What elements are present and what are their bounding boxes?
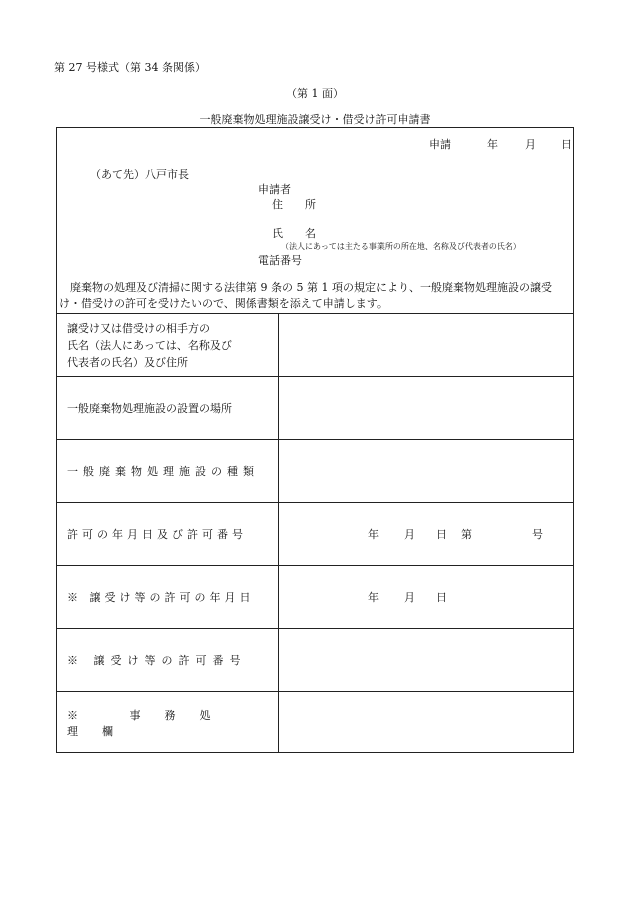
permit-day: 日 — [436, 528, 447, 541]
counterparty-line-2: 氏名（法人にあっては、名称及び — [67, 338, 232, 352]
row-transfer-permit-number-label: ※ 譲受け等の許可番号 — [67, 654, 247, 667]
applicant-name-label[interactable]: 氏 名 — [272, 227, 316, 240]
transfer-year: 年 — [368, 591, 379, 604]
statement-line-2: け・借受けの許可を受けたいので、関係書類を添えて申請します。 — [59, 297, 388, 310]
document-title: 一般廃棄物処理施設譲受け・借受け許可申請書 — [199, 113, 431, 126]
statement-line-1: 廃棄物の処理及び清掃に関する法律第 9 条の 5 第 1 項の規定により、一般廃棄物処理施設の譲受 — [59, 281, 552, 294]
application-year: 年 — [487, 138, 498, 151]
permit-year: 年 — [368, 528, 379, 541]
counterparty-value-field[interactable] — [279, 314, 574, 376]
application-day: 日 — [561, 138, 572, 151]
counterparty-line-1: 譲受け又は借受けの相手方の — [67, 321, 210, 335]
row-office-use-label: ※ 事務処理欄 — [67, 708, 235, 738]
permit-month: 月 — [404, 528, 415, 541]
page-face-label: （第 1 面） — [286, 87, 344, 100]
transfer-permit-number-field[interactable] — [279, 629, 574, 691]
permit-date-number-field[interactable] — [279, 503, 574, 565]
transfer-day: 日 — [436, 591, 447, 604]
applicant-label: 申請者 — [258, 183, 291, 196]
application-month: 月 — [525, 138, 536, 151]
location-value-field[interactable] — [279, 377, 574, 439]
transfer-month: 月 — [404, 591, 415, 604]
row-transfer-permit-date-label: ※ 譲受け等の許可の年月日 — [67, 591, 255, 604]
permit-go: 号 — [532, 528, 543, 541]
applicant-phone-label[interactable]: 電話番号 — [258, 254, 302, 267]
row-location-label: 一般廃棄物処理施設の設置の場所 — [67, 402, 232, 415]
application-statement — [59, 280, 573, 312]
applicant-address-label[interactable]: 住 所 — [272, 198, 316, 211]
transfer-permit-date-field[interactable] — [279, 566, 574, 628]
application-form-table — [56, 127, 574, 753]
type-value-field[interactable] — [279, 440, 574, 502]
form-number: 第 27 号様式（第 34 条関係） — [54, 61, 206, 74]
counterparty-line-3: 代表者の氏名）及び住所 — [67, 355, 188, 369]
permit-dai: 第 — [461, 528, 472, 541]
applicant-name-note: （法人にあっては主たる事業所の所在地、名称及び代表者の氏名） — [281, 242, 521, 251]
addressee: （あて先）八戸市長 — [90, 168, 189, 181]
row-type-label: 一般廃棄物処理施設の種類 — [67, 465, 259, 478]
row-counterparty-label — [67, 318, 267, 372]
row-permit-date-number-label: 許可の年月日及び許可番号 — [67, 528, 247, 541]
application-date[interactable] — [429, 136, 572, 152]
office-use-field[interactable] — [279, 692, 574, 753]
application-label: 申請 — [429, 138, 451, 151]
